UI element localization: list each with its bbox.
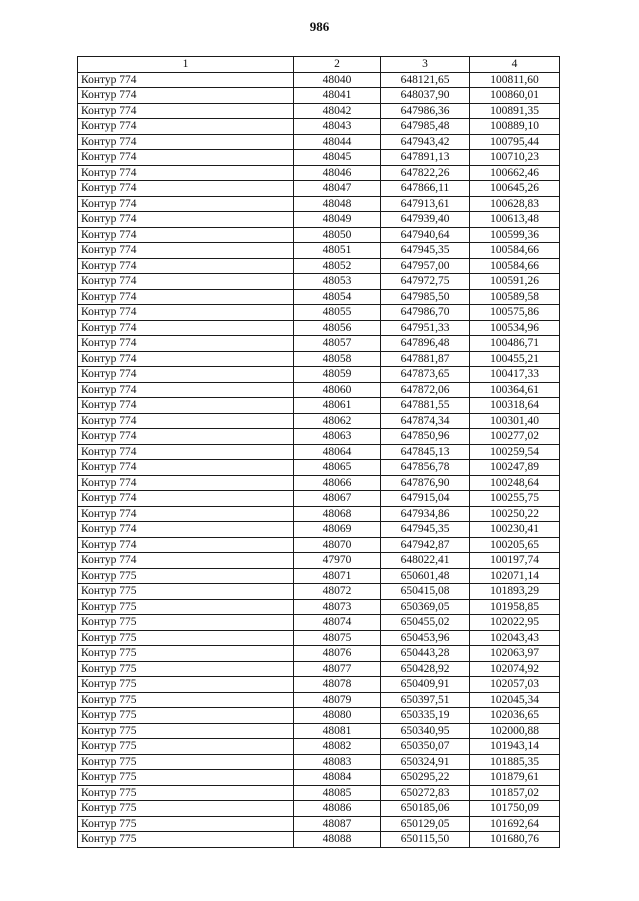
x-coordinate-cell: 647985,48 (381, 119, 470, 135)
x-coordinate-cell: 650369,05 (381, 599, 470, 615)
contour-name-cell: Контур 774 (78, 305, 294, 321)
x-coordinate-cell: 647985,50 (381, 289, 470, 305)
y-coordinate-cell: 100811,60 (470, 72, 560, 88)
y-coordinate-cell: 100628,83 (470, 196, 560, 212)
contour-name-cell: Контур 775 (78, 708, 294, 724)
x-coordinate-cell: 647874,34 (381, 413, 470, 429)
table-row (78, 522, 560, 538)
x-coordinate-cell: 647934,86 (381, 506, 470, 522)
table-row (78, 491, 560, 507)
contour-name-cell: Контур 775 (78, 615, 294, 631)
y-coordinate-cell: 100230,41 (470, 522, 560, 538)
contour-name-cell: Контур 774 (78, 150, 294, 166)
x-coordinate-cell: 650455,02 (381, 615, 470, 631)
y-coordinate-cell: 101750,09 (470, 801, 560, 817)
table-row (78, 444, 560, 460)
contour-name-cell: Контур 775 (78, 692, 294, 708)
contour-name-cell: Контур 774 (78, 88, 294, 104)
x-coordinate-cell: 647939,40 (381, 212, 470, 228)
y-coordinate-cell: 100250,22 (470, 506, 560, 522)
x-coordinate-cell: 647986,36 (381, 103, 470, 119)
table-row (78, 754, 560, 770)
point-number-cell: 48054 (294, 289, 381, 305)
table-row (78, 413, 560, 429)
y-coordinate-cell: 102071,14 (470, 568, 560, 584)
point-number-cell: 48057 (294, 336, 381, 352)
y-coordinate-cell: 100662,46 (470, 165, 560, 181)
table-row (78, 351, 560, 367)
x-coordinate-cell: 647881,87 (381, 351, 470, 367)
table-row (78, 584, 560, 600)
y-coordinate-cell: 100591,26 (470, 274, 560, 290)
x-coordinate-cell: 647986,70 (381, 305, 470, 321)
table-row (78, 801, 560, 817)
x-coordinate-cell: 647891,13 (381, 150, 470, 166)
table-row (78, 646, 560, 662)
x-coordinate-cell: 647951,33 (381, 320, 470, 336)
y-coordinate-cell: 100889,10 (470, 119, 560, 135)
table-row (78, 537, 560, 553)
point-number-cell: 48047 (294, 181, 381, 197)
contour-name-cell: Контур 774 (78, 320, 294, 336)
y-coordinate-cell: 100860,01 (470, 88, 560, 104)
x-coordinate-cell: 650443,28 (381, 646, 470, 662)
table-row (78, 165, 560, 181)
y-coordinate-cell: 100259,54 (470, 444, 560, 460)
y-coordinate-cell: 100891,35 (470, 103, 560, 119)
y-coordinate-cell: 100534,96 (470, 320, 560, 336)
contour-name-cell: Контур 774 (78, 212, 294, 228)
table-row (78, 708, 560, 724)
y-coordinate-cell: 100318,64 (470, 398, 560, 414)
contour-name-cell: Контур 775 (78, 584, 294, 600)
x-coordinate-cell: 647957,00 (381, 258, 470, 274)
table-row (78, 832, 560, 848)
y-coordinate-cell: 101680,76 (470, 832, 560, 848)
table-row (78, 367, 560, 383)
contour-name-cell: Контур 775 (78, 832, 294, 848)
x-coordinate-cell: 647881,55 (381, 398, 470, 414)
point-number-cell: 48074 (294, 615, 381, 631)
table-row (78, 119, 560, 135)
contour-name-cell: Контур 774 (78, 367, 294, 383)
point-number-cell: 48048 (294, 196, 381, 212)
x-coordinate-cell: 648121,65 (381, 72, 470, 88)
table-row (78, 289, 560, 305)
x-coordinate-cell: 650409,91 (381, 677, 470, 693)
x-coordinate-cell: 650601,48 (381, 568, 470, 584)
x-coordinate-cell: 650397,51 (381, 692, 470, 708)
table-row (78, 150, 560, 166)
point-number-cell: 48087 (294, 816, 381, 832)
y-coordinate-cell: 100584,66 (470, 258, 560, 274)
table-row (78, 630, 560, 646)
point-number-cell: 48045 (294, 150, 381, 166)
table-row (78, 258, 560, 274)
y-coordinate-cell: 100455,21 (470, 351, 560, 367)
y-coordinate-cell: 102022,95 (470, 615, 560, 631)
column-header: 3 (381, 57, 470, 73)
contour-name-cell: Контур 775 (78, 739, 294, 755)
x-coordinate-cell: 650115,50 (381, 832, 470, 848)
y-coordinate-cell: 100575,86 (470, 305, 560, 321)
point-number-cell: 48079 (294, 692, 381, 708)
column-header: 4 (470, 57, 560, 73)
table-row (78, 320, 560, 336)
contour-name-cell: Контур 774 (78, 537, 294, 553)
contour-name-cell: Контур 774 (78, 444, 294, 460)
coordinates-table (77, 56, 560, 848)
x-coordinate-cell: 650129,05 (381, 816, 470, 832)
table-row (78, 243, 560, 259)
y-coordinate-cell: 100589,58 (470, 289, 560, 305)
x-coordinate-cell: 647945,35 (381, 522, 470, 538)
point-number-cell: 48069 (294, 522, 381, 538)
table-row (78, 227, 560, 243)
contour-name-cell: Контур 775 (78, 568, 294, 584)
contour-name-cell: Контур 774 (78, 196, 294, 212)
point-number-cell: 48061 (294, 398, 381, 414)
y-coordinate-cell: 102057,03 (470, 677, 560, 693)
point-number-cell: 48075 (294, 630, 381, 646)
point-number-cell: 48080 (294, 708, 381, 724)
point-number-cell: 48086 (294, 801, 381, 817)
y-coordinate-cell: 101893,29 (470, 584, 560, 600)
y-coordinate-cell: 100301,40 (470, 413, 560, 429)
y-coordinate-cell: 101879,61 (470, 770, 560, 786)
table-row (78, 398, 560, 414)
table-row (78, 134, 560, 150)
x-coordinate-cell: 647850,96 (381, 429, 470, 445)
y-coordinate-cell: 101958,85 (470, 599, 560, 615)
table-row (78, 599, 560, 615)
contour-name-cell: Контур 775 (78, 770, 294, 786)
contour-name-cell: Контур 774 (78, 475, 294, 491)
contour-name-cell: Контур 774 (78, 382, 294, 398)
table-row (78, 661, 560, 677)
contour-name-cell: Контур 774 (78, 181, 294, 197)
table-row (78, 506, 560, 522)
contour-name-cell: Контур 774 (78, 274, 294, 290)
x-coordinate-cell: 647845,13 (381, 444, 470, 460)
point-number-cell: 48046 (294, 165, 381, 181)
x-coordinate-cell: 650335,19 (381, 708, 470, 724)
x-coordinate-cell: 647913,61 (381, 196, 470, 212)
y-coordinate-cell: 100645,26 (470, 181, 560, 197)
contour-name-cell: Контур 774 (78, 491, 294, 507)
point-number-cell: 48044 (294, 134, 381, 150)
contour-name-cell: Контур 774 (78, 72, 294, 88)
point-number-cell: 48065 (294, 460, 381, 476)
y-coordinate-cell: 100486,71 (470, 336, 560, 352)
contour-name-cell: Контур 775 (78, 785, 294, 801)
y-coordinate-cell: 100205,65 (470, 537, 560, 553)
contour-name-cell: Контур 775 (78, 661, 294, 677)
point-number-cell: 48040 (294, 72, 381, 88)
y-coordinate-cell: 100613,48 (470, 212, 560, 228)
x-coordinate-cell: 648022,41 (381, 553, 470, 569)
contour-name-cell: Контур 774 (78, 398, 294, 414)
table-row (78, 460, 560, 476)
point-number-cell: 48060 (294, 382, 381, 398)
y-coordinate-cell: 100599,36 (470, 227, 560, 243)
point-number-cell: 48042 (294, 103, 381, 119)
contour-name-cell: Контур 775 (78, 599, 294, 615)
y-coordinate-cell: 100255,75 (470, 491, 560, 507)
x-coordinate-cell: 647876,90 (381, 475, 470, 491)
contour-name-cell: Контур 774 (78, 429, 294, 445)
contour-name-cell: Контур 774 (78, 103, 294, 119)
x-coordinate-cell: 650185,06 (381, 801, 470, 817)
point-number-cell: 47970 (294, 553, 381, 569)
table-body (78, 72, 560, 847)
point-number-cell: 48076 (294, 646, 381, 662)
table-row (78, 692, 560, 708)
contour-name-cell: Контур 774 (78, 289, 294, 305)
contour-name-cell: Контур 775 (78, 801, 294, 817)
table-row (78, 103, 560, 119)
table-row (78, 739, 560, 755)
x-coordinate-cell: 650272,83 (381, 785, 470, 801)
y-coordinate-cell: 101943,14 (470, 739, 560, 755)
point-number-cell: 48050 (294, 227, 381, 243)
y-coordinate-cell: 100795,44 (470, 134, 560, 150)
y-coordinate-cell: 100710,23 (470, 150, 560, 166)
y-coordinate-cell: 102074,92 (470, 661, 560, 677)
table-row (78, 475, 560, 491)
x-coordinate-cell: 647972,75 (381, 274, 470, 290)
x-coordinate-cell: 647940,64 (381, 227, 470, 243)
contour-name-cell: Контур 774 (78, 119, 294, 135)
point-number-cell: 48082 (294, 739, 381, 755)
table-header-row (78, 57, 560, 73)
x-coordinate-cell: 647942,87 (381, 537, 470, 553)
point-number-cell: 48056 (294, 320, 381, 336)
contour-name-cell: Контур 774 (78, 413, 294, 429)
point-number-cell: 48077 (294, 661, 381, 677)
x-coordinate-cell: 647945,35 (381, 243, 470, 259)
point-number-cell: 48073 (294, 599, 381, 615)
point-number-cell: 48062 (294, 413, 381, 429)
x-coordinate-cell: 650295,22 (381, 770, 470, 786)
x-coordinate-cell: 647915,04 (381, 491, 470, 507)
point-number-cell: 48053 (294, 274, 381, 290)
table-row (78, 305, 560, 321)
contour-name-cell: Контур 774 (78, 134, 294, 150)
x-coordinate-cell: 647873,65 (381, 367, 470, 383)
contour-name-cell: Контур 774 (78, 553, 294, 569)
point-number-cell: 48070 (294, 537, 381, 553)
y-coordinate-cell: 102045,34 (470, 692, 560, 708)
x-coordinate-cell: 647866,11 (381, 181, 470, 197)
x-coordinate-cell: 647856,78 (381, 460, 470, 476)
x-coordinate-cell: 650415,08 (381, 584, 470, 600)
contour-name-cell: Контур 774 (78, 227, 294, 243)
table-row (78, 72, 560, 88)
y-coordinate-cell: 100247,89 (470, 460, 560, 476)
point-number-cell: 48071 (294, 568, 381, 584)
y-coordinate-cell: 101885,35 (470, 754, 560, 770)
contour-name-cell: Контур 774 (78, 522, 294, 538)
contour-name-cell: Контур 775 (78, 816, 294, 832)
column-header: 1 (78, 57, 294, 73)
contour-name-cell: Контур 775 (78, 677, 294, 693)
y-coordinate-cell: 100584,66 (470, 243, 560, 259)
x-coordinate-cell: 650340,95 (381, 723, 470, 739)
contour-name-cell: Контур 775 (78, 646, 294, 662)
point-number-cell: 48067 (294, 491, 381, 507)
table-row (78, 816, 560, 832)
table-row (78, 382, 560, 398)
x-coordinate-cell: 648037,90 (381, 88, 470, 104)
x-coordinate-cell: 650324,91 (381, 754, 470, 770)
point-number-cell: 48055 (294, 305, 381, 321)
y-coordinate-cell: 100417,33 (470, 367, 560, 383)
x-coordinate-cell: 650428,92 (381, 661, 470, 677)
contour-name-cell: Контур 775 (78, 630, 294, 646)
page-number: 986 (309, 19, 330, 34)
point-number-cell: 48085 (294, 785, 381, 801)
contour-name-cell: Контур 774 (78, 460, 294, 476)
point-number-cell: 48078 (294, 677, 381, 693)
x-coordinate-cell: 647943,42 (381, 134, 470, 150)
table-row (78, 336, 560, 352)
point-number-cell: 48059 (294, 367, 381, 383)
column-header: 2 (294, 57, 381, 73)
y-coordinate-cell: 100197,74 (470, 553, 560, 569)
point-number-cell: 48072 (294, 584, 381, 600)
contour-name-cell: Контур 774 (78, 258, 294, 274)
point-number-cell: 48043 (294, 119, 381, 135)
x-coordinate-cell: 647822,26 (381, 165, 470, 181)
table-row (78, 785, 560, 801)
x-coordinate-cell: 647896,48 (381, 336, 470, 352)
point-number-cell: 48041 (294, 88, 381, 104)
y-coordinate-cell: 100248,64 (470, 475, 560, 491)
contour-name-cell: Контур 775 (78, 754, 294, 770)
table-row (78, 274, 560, 290)
point-number-cell: 48088 (294, 832, 381, 848)
table-row (78, 212, 560, 228)
point-number-cell: 48051 (294, 243, 381, 259)
contour-name-cell: Контур 775 (78, 723, 294, 739)
contour-name-cell: Контур 774 (78, 243, 294, 259)
y-coordinate-cell: 100364,61 (470, 382, 560, 398)
table-row (78, 770, 560, 786)
y-coordinate-cell: 102036,65 (470, 708, 560, 724)
table-row (78, 196, 560, 212)
contour-name-cell: Контур 774 (78, 351, 294, 367)
y-coordinate-cell: 102043,43 (470, 630, 560, 646)
table-row (78, 553, 560, 569)
point-number-cell: 48058 (294, 351, 381, 367)
point-number-cell: 48068 (294, 506, 381, 522)
x-coordinate-cell: 650350,07 (381, 739, 470, 755)
table-row (78, 677, 560, 693)
y-coordinate-cell: 100277,02 (470, 429, 560, 445)
point-number-cell: 48081 (294, 723, 381, 739)
point-number-cell: 48064 (294, 444, 381, 460)
point-number-cell: 48083 (294, 754, 381, 770)
point-number-cell: 48049 (294, 212, 381, 228)
table-row (78, 181, 560, 197)
x-coordinate-cell: 647872,06 (381, 382, 470, 398)
point-number-cell: 48084 (294, 770, 381, 786)
y-coordinate-cell: 102000,88 (470, 723, 560, 739)
contour-name-cell: Контур 774 (78, 506, 294, 522)
contour-name-cell: Контур 774 (78, 165, 294, 181)
table-row (78, 429, 560, 445)
y-coordinate-cell: 102063,97 (470, 646, 560, 662)
table-row (78, 88, 560, 104)
point-number-cell: 48052 (294, 258, 381, 274)
point-number-cell: 48066 (294, 475, 381, 491)
table-row (78, 568, 560, 584)
table-row (78, 615, 560, 631)
y-coordinate-cell: 101692,64 (470, 816, 560, 832)
table-row (78, 723, 560, 739)
x-coordinate-cell: 650453,96 (381, 630, 470, 646)
y-coordinate-cell: 101857,02 (470, 785, 560, 801)
contour-name-cell: Контур 774 (78, 336, 294, 352)
point-number-cell: 48063 (294, 429, 381, 445)
